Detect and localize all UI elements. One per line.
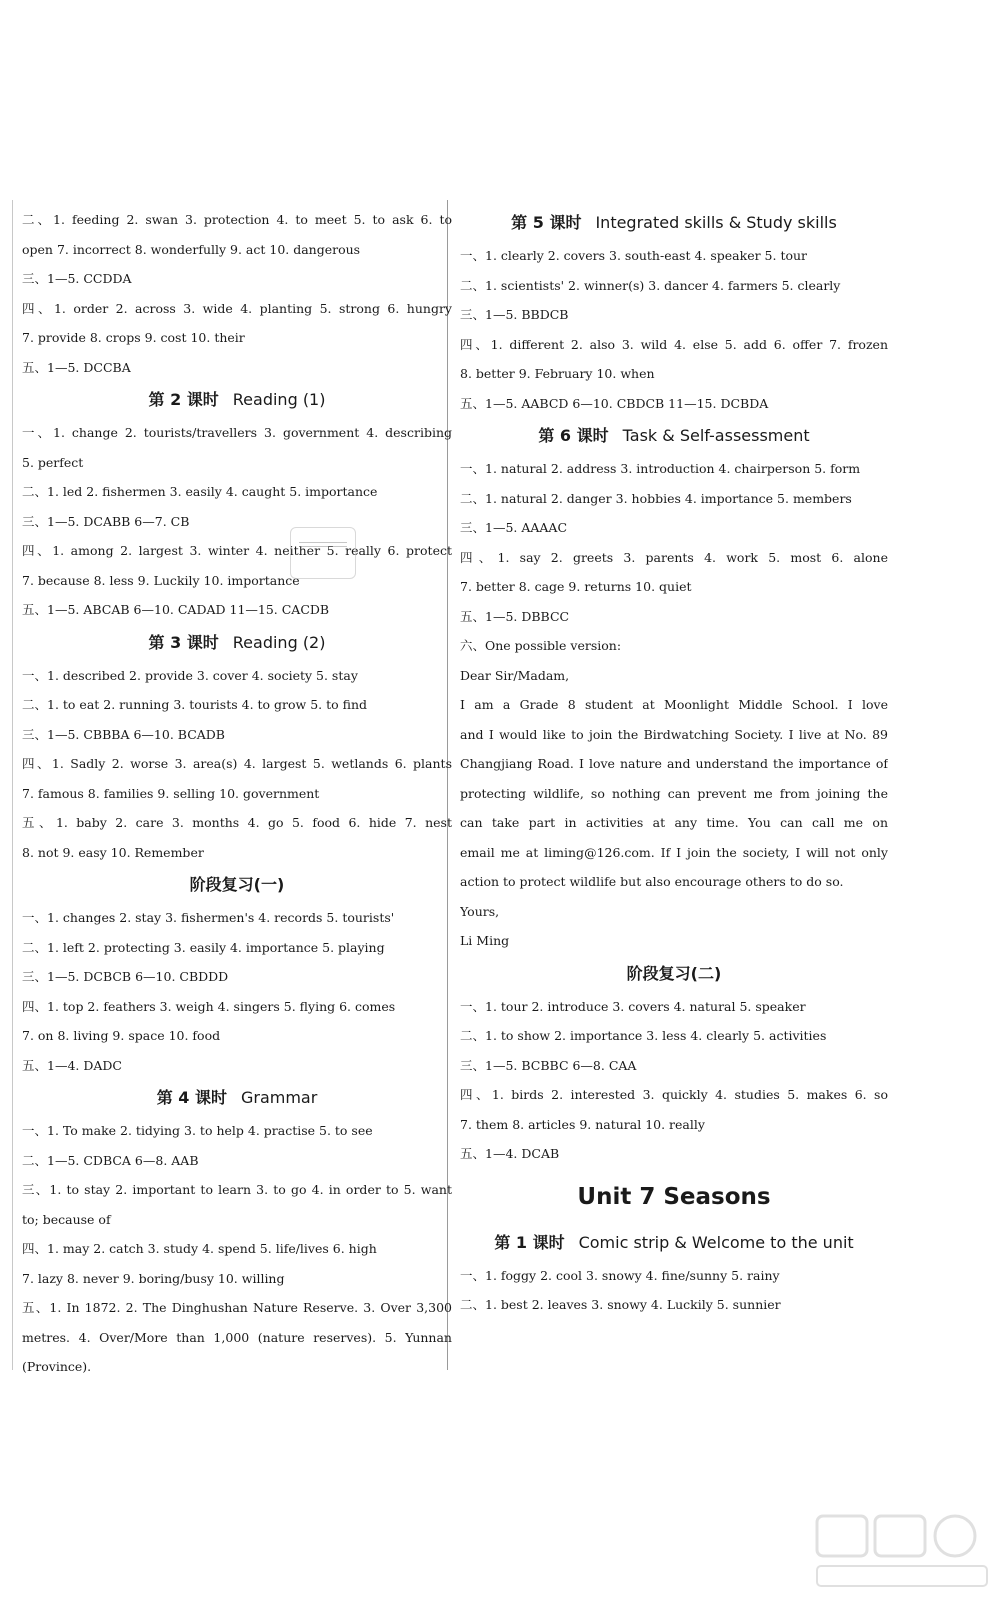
answer-line: protecting wildlife, so nothing can prevent me from joining the [460, 785, 888, 801]
answer-line: 三、1—5. BCBBC 6—8. CAA [460, 1057, 637, 1073]
answer-line: 五、1—5. ABCAB 6—10. CADAD 11—15. CACDB [22, 602, 330, 617]
answer-line: I am a Grade 8 student at Moonlight Middle School. I love [460, 697, 888, 712]
answer-line: to; because of [22, 1211, 111, 1227]
answer-line: 7. lazy 8. never 9. boring/busy 10. willing [22, 1270, 285, 1286]
watermark-logo [815, 1512, 990, 1592]
answer-line: 一、1. To make 2. tidying 3. to help 4. practise 5. to see [22, 1123, 373, 1138]
answer-line: 二、1. to eat 2. running 3. tourists 4. to grow 5. to find [22, 697, 368, 712]
answer-line: 五、1. baby 2. care 3. months 4. go 5. food 6. hide 7. nest [22, 815, 452, 830]
answer-line: 三、1—5. AAAAC [460, 520, 568, 535]
left-margin-rule [12, 200, 13, 1370]
lesson-title-text: Comic strip & Welcome to the unit [578, 1232, 854, 1252]
answer-line: Dear Sir/Madam, [460, 667, 570, 683]
answer-line: 7. better 8. cage 9. returns 10. quiet [460, 579, 692, 594]
answer-line: 四、1. birds 2. interested 3. quickly 4. studies 5. makes 6. so [460, 1087, 888, 1102]
answer-line: 一、1. tour 2. introduce 3. covers 4. natural 5. speaker [460, 998, 806, 1014]
unit-title: Unit 7 Seasons [577, 1183, 771, 1210]
answer-line: (Province). [22, 1359, 92, 1374]
answer-line: 二、1. natural 2. danger 3. hobbies 4. importance 5. members [460, 490, 852, 506]
lesson-heading [460, 418, 888, 454]
answer-line: can take part in activities at any time. You can call me on [460, 815, 888, 830]
left-column [22, 205, 452, 1382]
answer-line: 三、1—5. BBDCB [460, 307, 569, 322]
right-column [460, 205, 888, 1320]
answer-line: 三、1—5. CBBBA 6—10. BCADB [22, 726, 225, 742]
answer-line: 一、1. clearly 2. covers 3. south-east 4. speaker 5. tour [460, 248, 808, 263]
answer-line: 三、1—5. DCBCB 6—10. CBDDD [22, 969, 229, 984]
lesson-number: 第 2 课时 [148, 390, 219, 409]
answer-line: and I would like to join the Birdwatching Society. I live at No. 89 [460, 726, 888, 742]
answer-line: 三、1—5. CCDDA [22, 271, 132, 286]
answer-line: 7. provide 8. crops 9. cost 10. their [22, 330, 245, 345]
answer-line: 一、1. described 2. provide 3. cover 4. society 5. stay [22, 667, 358, 683]
answer-line: Yours, [460, 903, 500, 919]
answer-line: 五、1. In 1872. 2. The Dinghushan Nature Reserve. 3. Over 3,300 [22, 1300, 452, 1315]
lesson-heading [460, 956, 888, 992]
lesson-number: 第 6 课时 [538, 426, 609, 445]
lesson-number: 第 1 课时 [494, 1232, 565, 1252]
answer-line: 四、1. different 2. also 3. wild 4. else 5. add 6. offer 7. frozen [460, 336, 888, 352]
answer-line: 一、1. foggy 2. cool 3. snowy 4. fine/sunny 5. rainy [460, 1267, 780, 1283]
lesson-number: 第 5 课时 [511, 213, 582, 232]
answer-line: 一、1. natural 2. address 3. introduction 4. chairperson 5. form [460, 461, 861, 476]
answer-line: 六、One possible version: [460, 638, 622, 653]
answer-line: 二、1. best 2. leaves 3. snowy 4. Luckily 5. sunnier [460, 1297, 781, 1312]
answer-line: 三、1—5. DCABB 6—7. CB [22, 513, 190, 529]
answer-line: email me at liming@126.com. If I join the society, I will not only [460, 844, 888, 860]
lesson-number: 阶段复习(一) [189, 875, 285, 894]
answer-line: 四、1. top 2. feathers 3. weigh 4. singers 5. flying 6. comes [22, 998, 396, 1014]
lesson-title-text: Reading (1) [232, 390, 326, 409]
answer-line: 5. perfect [22, 454, 84, 470]
answer-line: 7. because 8. less 9. Luckily 10. importance [22, 572, 300, 588]
lesson-heading [22, 382, 452, 418]
lesson-heading [460, 205, 888, 241]
answer-line: 三、1. to stay 2. important to learn 3. to go 4. in order to 5. want [22, 1182, 452, 1197]
answer-line: 二、1. left 2. protecting 3. easily 4. importance 5. playing [22, 939, 385, 955]
lesson-number: 阶段复习(二) [626, 963, 722, 983]
lesson-title-text: Integrated skills & Study skills [595, 213, 837, 232]
answer-line: 二、1—5. CDBCA 6—8. AAB [22, 1152, 199, 1168]
answer-line: 四、1. say 2. greets 3. parents 4. work 5. most 6. alone [460, 549, 888, 565]
answer-line: 8. better 9. February 10. when [460, 366, 655, 381]
lesson-number: 第 4 课时 [156, 1088, 227, 1107]
answer-line: 二、1. feeding 2. swan 3. protection 4. to meet 5. to ask 6. to [22, 212, 452, 227]
answer-line: 四、1. order 2. across 3. wide 4. planting 5. strong 6. hungry [22, 300, 452, 316]
answer-line: action to protect wildlife but also encourage others to do so. [460, 874, 844, 889]
answer-line: 7. on 8. living 9. space 10. food [22, 1028, 221, 1043]
answer-line: 四、1. may 2. catch 3. study 4. spend 5. life/lives 6. high [22, 1241, 377, 1256]
answer-line: 8. not 9. easy 10. Remember [22, 844, 204, 860]
answer-line: 五、1—5. DBBCC [460, 608, 570, 624]
answer-line: 7. them 8. articles 9. natural 10. really [460, 1116, 705, 1132]
answer-line: 五、1—5. DCCBA [22, 359, 131, 375]
answer-line: 二、1. to show 2. importance 3. less 4. clearly 5. activities [460, 1028, 827, 1043]
lesson-title-text: Task & Self-assessment [622, 426, 810, 445]
lesson-heading [22, 625, 452, 661]
answer-line: 五、1—5. AABCD 6—10. CBDCB 11—15. DCBDA [460, 395, 769, 411]
answer-line: 7. famous 8. families 9. selling 10. government [22, 785, 320, 801]
answer-line: 四、1. Sadly 2. worse 3. area(s) 4. largest 5. wetlands 6. plants [22, 756, 452, 771]
answer-line: Changjiang Road. I love nature and understand the importance of [460, 756, 888, 771]
answer-line: 四、1. among 2. largest 3. winter 4. neither 5. really 6. protect [22, 543, 452, 558]
lesson-title-text: Grammar [240, 1088, 318, 1107]
answer-line: 五、1—4. DADC [22, 1057, 122, 1073]
lesson-heading [460, 1225, 888, 1261]
stamp-mark [290, 527, 356, 579]
lesson-heading [22, 1080, 452, 1116]
answer-line: 二、1. scientists' 2. winner(s) 3. dancer 4. farmers 5. clearly [460, 277, 841, 293]
lesson-number: 第 3 课时 [148, 632, 219, 652]
answer-line: 二、1. led 2. fishermen 3. easily 4. caught 5. importance [22, 484, 378, 499]
lesson-heading [22, 867, 452, 903]
lesson-title-text: Reading (2) [232, 632, 326, 652]
answer-line: open 7. incorrect 8. wonderfully 9. act 10. dangerous [22, 241, 361, 257]
answer-line: 一、1. changes 2. stay 3. fishermen's 4. records 5. tourists' [22, 910, 395, 925]
answer-line: metres. 4. Over/More than 1,000 (nature reserves). 5. Yunnan [22, 1329, 452, 1345]
answer-line: Li Ming [460, 933, 510, 948]
answer-line: 五、1—4. DCAB [460, 1146, 560, 1161]
answer-line: 一、1. change 2. tourists/travellers 3. government 4. describing [22, 425, 452, 440]
